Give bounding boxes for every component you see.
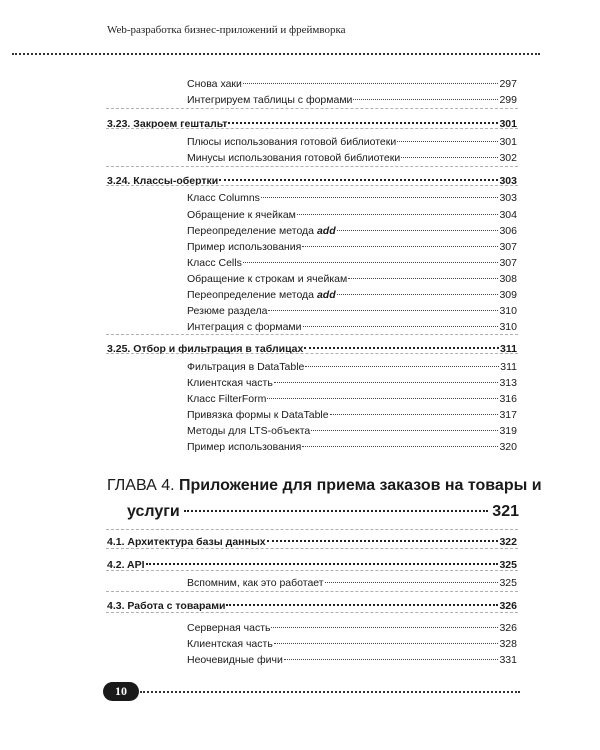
dot-leader — [305, 354, 499, 367]
dot-leader — [261, 185, 499, 198]
toc-entry[interactable]: Переопределение метода add 309 — [187, 285, 517, 302]
toc-section[interactable]: 3.23. Закроем гештальт 301 — [107, 113, 517, 131]
dot-leader — [228, 110, 498, 124]
dot-leader — [337, 282, 499, 295]
dot-leader — [284, 647, 499, 660]
dot-leader — [311, 418, 498, 431]
running-header: Web-разработка бизнес-приложений и фреймворка — [107, 24, 346, 36]
toc-entry[interactable]: Фильтрация в DataTable 311 — [187, 357, 517, 374]
dot-leader — [302, 434, 498, 447]
toc-section[interactable]: 3.24. Классы-обертки 303 — [107, 170, 517, 188]
chapter-heading[interactable]: ГЛАВА 4. Приложение для приема заказов на товары и — [107, 477, 542, 494]
dot-leader — [303, 314, 499, 327]
dot-leader — [274, 370, 499, 383]
toc-section[interactable]: 3.25. Отбор и фильтрация в таблицах 311 — [107, 338, 517, 356]
toc-entry[interactable]: Клиентская часть 313 — [187, 373, 517, 390]
dot-leader — [297, 202, 499, 215]
dot-leader — [243, 71, 499, 84]
toc-entry[interactable]: Методы для LTS-объекта 319 — [187, 421, 517, 438]
toc-section[interactable]: 4.1. Архитектура базы данных 322 — [107, 531, 517, 549]
header-dotted-rule — [12, 53, 540, 55]
footer-dotted-rule — [140, 691, 520, 693]
section-separator — [106, 548, 518, 549]
page-number-badge: 10 — [103, 682, 139, 701]
dot-leader — [243, 250, 499, 263]
toc-entry[interactable]: Вспомним, как это работает 325 — [187, 573, 517, 590]
dot-leader — [348, 266, 498, 279]
toc-entry[interactable]: Привязка формы к DataTable 317 — [187, 405, 517, 422]
dot-leader — [337, 218, 499, 231]
chapter-heading-line2[interactable]: услуги 321 — [127, 500, 519, 522]
toc-entry[interactable]: Пример использования 307 — [187, 237, 517, 254]
toc-entry[interactable]: Переопределение метода add 306 — [187, 221, 517, 238]
toc-entry[interactable]: Пример использования 320 — [187, 437, 517, 454]
dot-leader — [353, 87, 498, 100]
toc-entry[interactable]: Резюме раздела 310 — [187, 301, 517, 318]
toc-entry[interactable]: Обращение к строкам и ячейкам 308 — [187, 269, 517, 286]
toc-entry[interactable]: Серверная часть 326 — [187, 618, 517, 635]
toc-section[interactable]: 4.3. Работа с товарами 326 — [107, 595, 517, 613]
dot-leader — [401, 145, 498, 158]
dot-leader — [268, 298, 498, 311]
toc-entry[interactable]: Минусы использования готовой библиотеки 302 — [187, 148, 517, 165]
dot-leader — [304, 335, 499, 349]
dot-leader — [226, 592, 498, 606]
dot-leader — [267, 528, 499, 542]
toc-entry[interactable]: Класс Columns 303 — [187, 188, 517, 205]
dot-leader — [267, 386, 498, 399]
dot-leader — [274, 631, 499, 644]
dot-leader — [219, 167, 498, 181]
toc-entry[interactable]: Плюсы использования готовой библиотеки 301 — [187, 132, 517, 149]
toc-entry[interactable]: Снова хаки 297 — [187, 74, 517, 91]
toc-entry[interactable]: Неочевидные фичи 331 — [187, 650, 517, 667]
toc-entry[interactable]: Класс FilterForm 316 — [187, 389, 517, 406]
toc-entry[interactable]: Интегрируем таблицы с формами 299 — [187, 90, 517, 107]
dot-leader — [146, 551, 499, 565]
toc-entry[interactable]: Интеграция с формами 310 — [187, 317, 517, 334]
toc-entry[interactable]: Обращение к ячейкам 304 — [187, 205, 517, 222]
dot-leader — [325, 570, 499, 583]
dot-leader — [397, 129, 498, 142]
toc-entry[interactable]: Класс Cells 307 — [187, 253, 517, 270]
section-separator — [106, 612, 518, 613]
dot-leader — [302, 234, 498, 247]
dot-leader — [184, 496, 489, 512]
toc-entry[interactable]: Клиентская часть 328 — [187, 634, 517, 651]
toc-section[interactable]: 4.2. API 325 — [107, 554, 517, 572]
section-separator — [106, 108, 518, 109]
dot-leader — [330, 402, 499, 415]
dot-leader — [271, 615, 498, 628]
